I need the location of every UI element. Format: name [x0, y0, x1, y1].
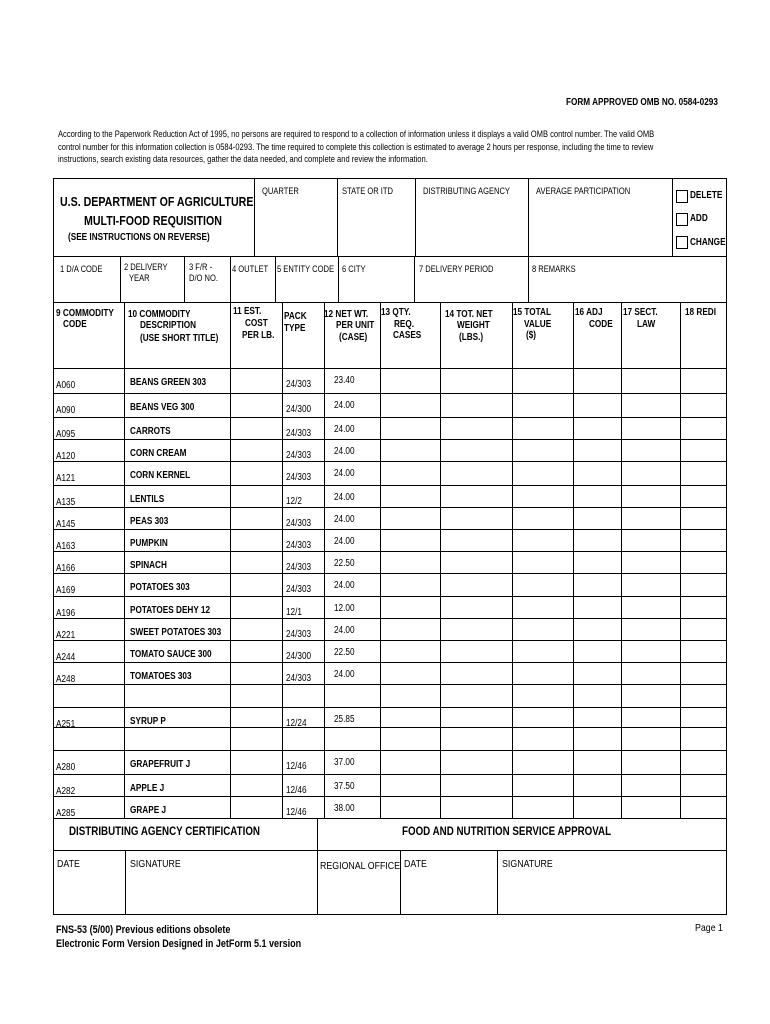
commodity-code: A221 [56, 630, 76, 641]
col-adj-code: 16 ADJ [575, 307, 603, 318]
commodity-code: A244 [56, 652, 76, 663]
col-est-cost: 11 EST. [233, 306, 262, 317]
paperwork-line: According to the Paperwork Reduction Act of 1995, no persons are required to respond to a collection of information unless it displays a valid OMB control number. The valid OMB [58, 129, 655, 139]
signature-label-2: SIGNATURE [502, 858, 553, 870]
commodity-description: LENTILS [130, 494, 165, 505]
commodity-code: A120 [56, 451, 76, 462]
agency-name: U.S. DEPARTMENT OF AGRICULTURE [60, 195, 254, 209]
col-est-cost-3: PER LB. [242, 330, 275, 341]
col-section-law-2: LAW [637, 319, 656, 330]
commodity-code: A166 [56, 563, 76, 574]
commodity-code: A285 [56, 808, 76, 819]
change-label: CHANGE [690, 237, 726, 248]
col-qty-2: REQ. [394, 319, 415, 330]
distributing-certification-heading: DISTRIBUTING AGENCY CERTIFICATION [69, 826, 260, 838]
fr-label: 3 F/R - [189, 262, 213, 272]
pack-type: 12/46 [286, 761, 307, 772]
col-commodity-code: 9 COMMODITY [56, 308, 114, 319]
pack-type: 24/303 [286, 673, 312, 684]
col-commodity-code-2: CODE [63, 319, 87, 330]
commodity-description: BEANS VEG 300 [130, 402, 195, 413]
col-total-weight-3: (LBS.) [459, 332, 484, 343]
delete-checkbox[interactable] [676, 190, 688, 203]
commodity-code: A248 [56, 674, 76, 685]
add-label: ADD [690, 213, 708, 224]
entity-code-label: 5 ENTITY CODE [277, 264, 335, 274]
quarter-label: QUARTER [262, 186, 299, 196]
commodity-description: GRAPEFRUIT J [130, 759, 191, 770]
pack-type: 24/303 [286, 428, 312, 439]
pack-type: 12/2 [286, 496, 302, 507]
form-title: MULTI-FOOD REQUISITION [84, 214, 222, 228]
pack-type: 12/24 [286, 718, 307, 729]
net-weight: 24.00 [334, 580, 355, 591]
net-weight: 25.85 [334, 714, 355, 725]
net-weight: 23.40 [334, 375, 355, 386]
net-weight: 24.00 [334, 446, 355, 457]
delivery-year-label-2: YEAR [129, 273, 150, 283]
commodity-code: A196 [56, 608, 76, 619]
commodity-description: APPLE J [130, 783, 165, 794]
form-version: Electronic Form Version Designed in JetForm 5.1 version [56, 938, 302, 950]
pack-type: 24/303 [286, 584, 312, 595]
omb-number: FORM APPROVED OMB NO. 0584-0293 [566, 97, 718, 108]
col-description: 10 COMMODITY [128, 309, 191, 320]
city-label: 6 CITY [342, 264, 366, 274]
col-total-value-3: ($) [526, 330, 537, 341]
page-number: Page 1 [695, 922, 723, 934]
delivery-period-label: 7 DELIVERY PERIOD [419, 264, 494, 274]
form-number: FNS-53 (5/00) Previous editions obsolete [56, 924, 231, 936]
commodity-code: A163 [56, 541, 76, 552]
pack-type: 12/1 [286, 607, 302, 618]
net-weight: 38.00 [334, 803, 355, 814]
commodity-code: A251 [56, 719, 76, 730]
commodity-code: A145 [56, 519, 76, 530]
col-net-weight: 12 NET WT. [324, 309, 369, 320]
pack-type: 24/303 [286, 562, 312, 573]
col-net-weight-3: (CASE) [339, 332, 368, 343]
col-description-3: (USE SHORT TITLE) [140, 333, 219, 344]
net-weight: 37.50 [334, 781, 355, 792]
paperwork-line: control number for this information collection is 0584-0293. The time required to complete this collection is estimated to average 2 hours per response, including the time to review [58, 141, 654, 152]
net-weight: 24.00 [334, 492, 355, 503]
commodity-description: SYRUP P [130, 716, 166, 727]
commodity-code: A169 [56, 585, 76, 596]
add-checkbox[interactable] [676, 213, 688, 226]
col-est-cost-2: COST [245, 318, 268, 329]
pack-type: 24/303 [286, 450, 312, 461]
net-weight: 22.50 [334, 558, 355, 569]
col-qty: 13 QTY. [381, 307, 411, 318]
pack-type: 24/303 [286, 540, 312, 551]
col-total-value-2: VALUE [524, 319, 552, 330]
fns-approval-heading: FOOD AND NUTRITION SERVICE APPROVAL [402, 826, 612, 838]
pack-type: 24/303 [286, 379, 312, 390]
col-adj-code-2: CODE [589, 319, 613, 330]
net-weight: 24.00 [334, 400, 355, 411]
commodity-description: POTATOES DEHY 12 [130, 605, 211, 616]
net-weight: 24.00 [334, 424, 355, 435]
commodity-description: POTATOES 303 [130, 582, 190, 593]
remarks-label: 8 REMARKS [532, 264, 576, 274]
state-label: STATE OR ITD [342, 186, 393, 196]
date-label: DATE [57, 858, 80, 870]
fr-label-2: D/O NO. [189, 273, 218, 283]
commodity-description: CARROTS [130, 426, 171, 437]
signature-label: SIGNATURE [130, 858, 181, 870]
paperwork-line: instructions, search existing data resources, gather the data needed, and complete and review the information. [58, 154, 428, 164]
average-participation-label: AVERAGE PARTICIPATION [536, 186, 631, 196]
net-weight: 24.00 [334, 468, 355, 479]
commodity-code: A090 [56, 405, 76, 416]
commodity-description: TOMATOES 303 [130, 671, 192, 682]
pack-type: 24/303 [286, 518, 312, 529]
col-pack-type-2: TYPE [284, 323, 306, 334]
col-section-law: 17 SECT. [623, 307, 658, 318]
commodity-code: A121 [56, 473, 76, 484]
col-pack-type: PACK [284, 311, 307, 322]
regional-office-label: REGIONAL OFFICE [320, 860, 401, 872]
commodity-description: PUMPKIN [130, 538, 168, 549]
col-total-weight: 14 TOT. NET [445, 309, 493, 320]
date-label-2: DATE [404, 858, 427, 870]
col-redi: 18 REDI [685, 307, 716, 318]
pack-type: 24/300 [286, 651, 312, 662]
commodity-description: CORN CREAM [130, 448, 187, 459]
commodity-code: A282 [56, 786, 76, 797]
net-weight: 24.00 [334, 514, 355, 525]
net-weight: 22.50 [334, 647, 355, 658]
col-net-weight-2: PER UNIT [336, 320, 375, 331]
commodity-description: GRAPE J [130, 805, 167, 816]
commodity-code: A135 [56, 497, 76, 508]
col-total-weight-2: WEIGHT [457, 320, 490, 331]
commodity-description: TOMATO SAUCE 300 [130, 649, 212, 660]
paperwork-notice [58, 128, 713, 166]
commodity-code: A060 [56, 380, 76, 391]
delivery-year-label: 2 DELIVERY [124, 262, 168, 272]
delete-label: DELETE [690, 190, 723, 201]
pack-type: 24/300 [286, 404, 312, 415]
commodity-description: SPINACH [130, 560, 167, 571]
commodity-code: A280 [56, 762, 76, 773]
instructions-note: (SEE INSTRUCTIONS ON REVERSE) [68, 232, 210, 243]
pack-type: 12/46 [286, 785, 307, 796]
commodity-description: SWEET POTATOES 303 [130, 627, 222, 638]
col-total-value: 15 TOTAL [513, 307, 551, 318]
pack-type: 12/46 [286, 807, 307, 818]
net-weight: 24.00 [334, 625, 355, 636]
da-code-label: 1 D/A CODE [60, 264, 103, 274]
commodity-code: A095 [56, 429, 76, 440]
col-qty-3: CASES [393, 330, 422, 341]
commodity-description: PEAS 303 [130, 516, 169, 527]
net-weight: 24.00 [334, 536, 355, 547]
pack-type: 24/303 [286, 472, 312, 483]
col-description-2: DESCRIPTION [140, 320, 197, 331]
outlet-label: 4 OUTLET [232, 264, 269, 274]
pack-type: 24/303 [286, 629, 312, 640]
net-weight: 37.00 [334, 757, 355, 768]
net-weight: 12.00 [334, 603, 355, 614]
net-weight: 24.00 [334, 669, 355, 680]
distributing-agency-label: DISTRIBUTING AGENCY [423, 186, 510, 196]
commodity-description: CORN KERNEL [130, 470, 191, 481]
change-checkbox[interactable] [676, 236, 688, 249]
commodity-description: BEANS GREEN 303 [130, 377, 207, 388]
